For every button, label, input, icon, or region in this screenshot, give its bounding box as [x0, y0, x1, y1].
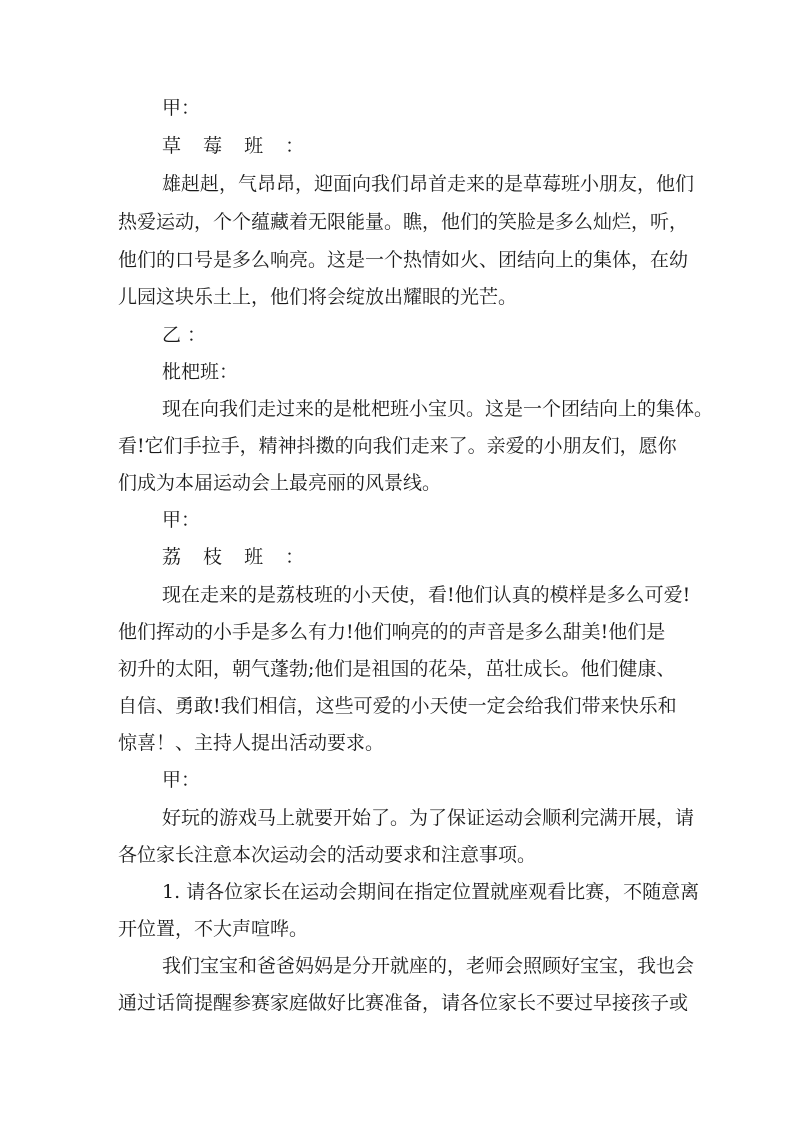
paragraph-line: 自信、勇敢!我们相信，这些可爱的小天使一定会给我们带来快乐和 [118, 695, 677, 717]
paragraph-line: 现在向我们走过来的是枇杷班小宝贝。这是一个团结向上的集体。 [162, 398, 714, 420]
paragraph-line: 他们的口号是多么响亮。这是一个热情如火、团结向上的集体，在幼 [118, 249, 689, 271]
paragraph-line: 现在走来的是荔枝班的小天使，看!他们认真的模样是多么可爱! [162, 584, 691, 606]
paragraph-line: 我们宝宝和爸爸妈妈是分开就座的，老师会照顾好宝宝，我也会 [162, 955, 695, 977]
paragraph-line: 各位家长注意本次运动会的活动要求和注意事项。 [118, 844, 537, 866]
paragraph-line: 通过话筒提醒参赛家庭做好比赛准备，请各位家长不要过早接孩子或 [118, 992, 689, 1014]
paragraph-line: 惊喜！、主持人提出活动要求。 [118, 732, 385, 754]
class-heading: 荔 枝 班 ： [162, 546, 313, 568]
paragraph-line: 们成为本届运动会上最亮丽的风景线。 [118, 472, 442, 494]
list-item-line: 开位置，不大声喧哗。 [118, 918, 309, 940]
paragraph-line: 初升的太阳，朝气蓬勃;他们是祖国的花朵，茁壮成长。他们健康、 [118, 658, 676, 680]
list-item-line: 1. 请各位家长在运动会期间在指定位置就座观看比赛，不随意离 [162, 881, 700, 903]
paragraph-line: 看!它们手拉手，精神抖擞的向我们走来了。亲爱的小朋友们，愿你 [118, 435, 677, 457]
paragraph-line: 热爱运动，个个蕴藏着无限能量。瞧，他们的笑脸是多么灿烂，听， [118, 211, 689, 233]
paragraph-line: 雄赳赳，气昂昂，迎面向我们昂首走来的是草莓班小朋友，他们 [162, 173, 695, 195]
paragraph-line: 儿园这块乐土上，他们将会绽放出耀眼的光芒。 [118, 286, 518, 308]
speaker-label: 甲： [162, 509, 201, 531]
paragraph-line: 他们挥动的小手是多么有力!他们响亮的的声音是多么甜美!他们是 [118, 621, 666, 643]
speaker-label: 甲： [162, 97, 201, 119]
speaker-label: 乙 ： [162, 324, 207, 346]
class-heading: 草 莓 班 ： [162, 135, 313, 157]
paragraph-line: 好玩的游戏马上就要开始了。为了保证运动会顺利完满开展，请 [162, 807, 695, 829]
speaker-label: 甲： [162, 769, 201, 791]
class-heading: 枇杷班： [162, 361, 239, 383]
